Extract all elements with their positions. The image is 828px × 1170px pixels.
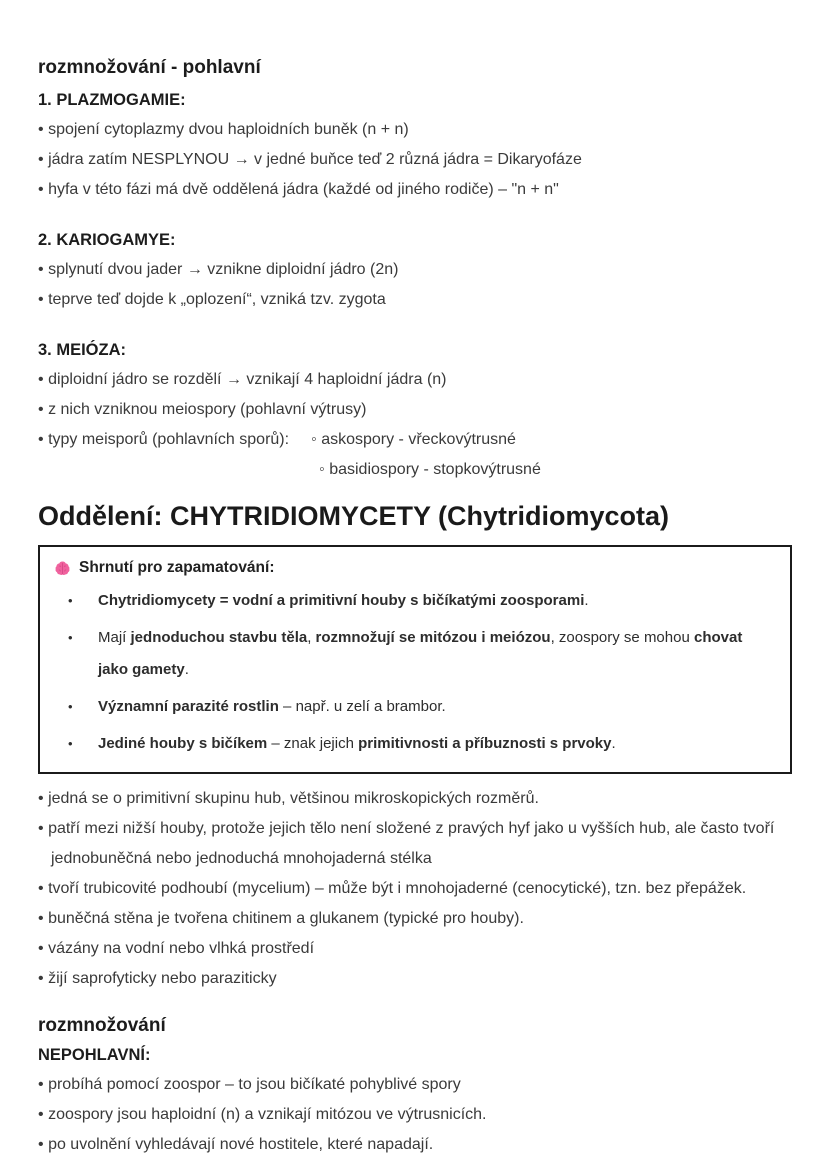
step-title: 1. PLAZMOGAMIE: [38, 91, 186, 109]
characteristics-list [38, 784, 792, 994]
list-item [38, 814, 792, 874]
list-item-text: typy meisporů (pohlavních sporů): [48, 431, 290, 448]
list-item [38, 784, 792, 814]
summary-item [54, 691, 776, 723]
bullet-marker: • [38, 431, 44, 448]
step-kariogamye [38, 229, 792, 315]
bullet-marker: • [38, 291, 44, 308]
list-item [38, 1130, 792, 1160]
list-item [38, 285, 792, 315]
asexual-list [38, 1070, 792, 1160]
sub-bullet-marker: ◦ [319, 461, 325, 478]
summary-item [54, 622, 776, 686]
summary-item-text: Významní parazité rostlin – např. u zelí a brambor. [98, 698, 446, 715]
summary-item-text: Chytridiomycety = vodní a primitivní houby s bičíkatými zoosporami. [98, 592, 589, 609]
bullet-marker: • [38, 940, 44, 957]
summary-item [54, 585, 776, 617]
spore-type-item [319, 455, 541, 485]
summary-box-title: Shrnutí pro zapamatování: [79, 559, 275, 576]
bullet-marker: • [38, 261, 44, 278]
list-item-text: tvoří trubicovité podhoubí (mycelium) – může být i mnohojaderné (cenocytické), tzn. bez přepážek. [48, 880, 747, 897]
list-item [38, 145, 792, 175]
bullet-marker: • [68, 699, 73, 714]
step-title: 2. KARIOGAMYE: [38, 231, 176, 249]
list-item [38, 1100, 792, 1130]
section-heading-sexual: rozmnožování - pohlavní [38, 57, 261, 78]
list-item-text: vázány na vodní nebo vlhká prostředí [48, 940, 315, 957]
list-item [38, 1070, 792, 1100]
list-item [38, 964, 792, 994]
step-meioza [38, 339, 792, 485]
summary-item-list [54, 585, 776, 760]
list-item [38, 175, 792, 205]
bullet-marker: • [38, 181, 44, 198]
list-item-text: jedná se o primitivní skupinu hub, většinou mikroskopických rozměrů. [48, 790, 539, 807]
list-item [38, 874, 792, 904]
summary-box [38, 545, 792, 774]
list-item [38, 115, 792, 145]
bullet-marker: • [38, 910, 44, 927]
bullet-marker: • [68, 630, 73, 645]
bullet-marker: • [38, 371, 44, 388]
list-item [38, 365, 792, 395]
list-item-text: teprve teď dojde k „oplození“, vzniká tzv. zygota [48, 291, 386, 308]
list-item-text: zoospory jsou haploidní (n) a vznikají mitózou ve výtrusnicích. [48, 1106, 487, 1123]
bullet-marker: • [38, 790, 44, 807]
bullet-marker: • [38, 121, 44, 138]
list-item-text: splynutí dvou jader → vznikne diploidní jádro (2n) [48, 261, 399, 278]
bullet-marker: • [38, 1106, 44, 1123]
list-item-text: diploidní jádro se rozdělí → vznikají 4 haploidní jádra (n) [48, 371, 447, 388]
list-item-text: patří mezi nižší houby, protože jejich tělo není složené z pravých hyf jako u vyšších hub, ale často tvoří jednobuněčná nebo jednoduchá mnohojaderná stélka [48, 820, 775, 867]
bullet-marker: • [68, 736, 73, 751]
subheading-asexual: NEPOHLAVNÍ: [38, 1046, 151, 1064]
bullet-marker: • [38, 970, 44, 987]
list-item-text: žijí saprofyticky nebo paraziticky [48, 970, 277, 987]
list-item-text: hyfa v této fázi má dvě oddělená jádra (každé od jiného rodiče) – "n + n" [48, 181, 559, 198]
bullet-marker: • [38, 1076, 44, 1093]
list-item-text: buněčná stěna je tvořena chitinem a glukanem (typické pro houby). [48, 910, 524, 927]
bullet-marker: • [38, 1136, 44, 1153]
bullet-marker: • [68, 593, 73, 608]
list-item-text: po uvolnění vyhledávají nové hostitele, které napadají. [48, 1136, 434, 1153]
list-item [38, 395, 792, 425]
spore-type-label: askospory - vřeckovýtrusné [321, 431, 516, 448]
list-item-text: z nich vzniknou meiospory (pohlavní výtrusy) [48, 401, 367, 418]
summary-item [54, 728, 776, 760]
step-plazmogamie [38, 89, 792, 205]
summary-box-title-row [54, 557, 776, 579]
division-heading: Oddělení: CHYTRIDIOMYCETY (Chytridiomycota) [38, 501, 670, 531]
spore-type-list [311, 425, 541, 485]
spore-type-label: basidiospory - stopkovýtrusné [329, 461, 541, 478]
step-title: 3. MEIÓZA: [38, 341, 127, 359]
bullet-marker: • [38, 401, 44, 418]
list-item [38, 904, 792, 934]
list-item-text: probíhá pomocí zoospor – to jsou bičíkaté pohyblivé spory [48, 1076, 461, 1093]
brain-icon [54, 560, 71, 577]
list-item-spore-types [38, 425, 792, 485]
list-item [38, 934, 792, 964]
list-item-text: spojení cytoplazmy dvou haploidních buněk (n + n) [48, 121, 409, 138]
bullet-marker: • [38, 820, 44, 837]
spore-type-item [311, 425, 541, 455]
sub-bullet-marker: ◦ [311, 431, 317, 448]
bullet-marker: • [38, 880, 44, 897]
summary-item-text: Jediné houby s bičíkem – znak jejich primitivnosti a příbuznosti s prvoky. [98, 735, 616, 752]
section-heading-reproduction: rozmnožování [38, 1015, 166, 1036]
list-item-text: jádra zatím NESPLYNOU → v jedné buňce teď 2 různá jádra = Dikaryofáze [48, 151, 582, 168]
list-item [38, 255, 792, 285]
summary-item-text: Mají jednoduchou stavbu těla, rozmnožují se mitózou i meiózou, zoospory se mohou chovat jako gamety. [98, 629, 743, 678]
bullet-marker: • [38, 151, 44, 168]
